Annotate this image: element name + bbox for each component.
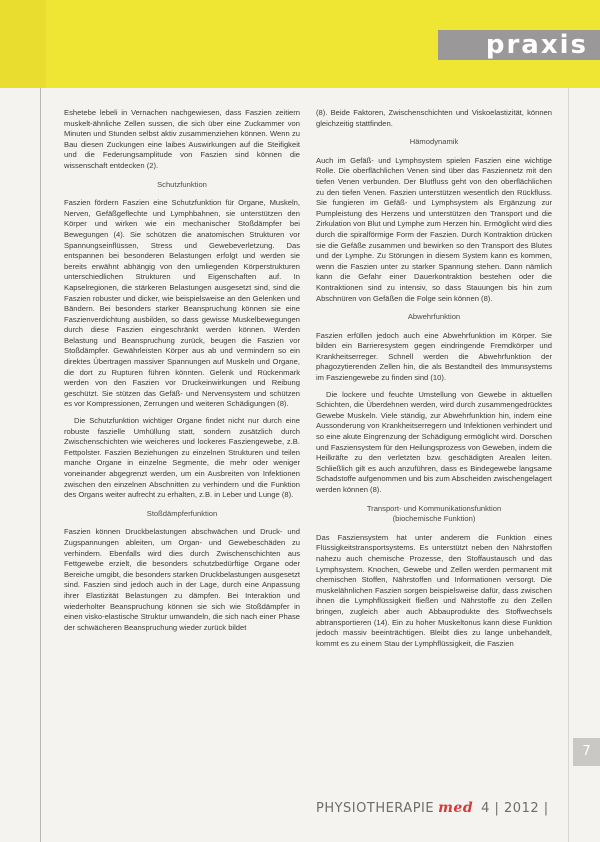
paragraph: Das Fasziensystem hat unter anderem die Funktion eines Flüssigkeitstransportsystems. Es unterstützt neben den Nährstoffen nahezu auch chemische Prozesse, den Stoffaustausch und das Lymphsystem. Knochen, Gewebe und Zellen werden permanent mit chemischen Stoffen, Nährstoffen und Informationen versorgt. Die muskelähnlichen Faszien sorgen beispielsweise dafür, dass zwischen ihnen die Lymphflüssigkeit fließen und Nährstoffe zu den Zellen bringen, zugleich aber auch Abbauprodukte des Stoffwechsels abtransportieren (14). Ein zu hoher Muskeltonus kann diese Funktion jedoch massiv beeinträchtigen. Bleibt dies zu lange unbehandelt, kommt es zu einem Stau der Lymphflüssigkeit, die Faszien xyxy=(316,532,552,648)
paragraph: (8). Beide Faktoren, Zwischenschichten und Viskoelastizität, können gleichzeitig stattfinden. xyxy=(316,108,552,128)
page-number-tab xyxy=(573,738,600,766)
left-text-column xyxy=(64,108,300,758)
header-band xyxy=(0,0,600,88)
section-heading: Schutzfunktion xyxy=(157,179,207,189)
section-label: praxis xyxy=(485,30,588,60)
section-heading: Transport- und Kommunikationsfunktion xyxy=(366,503,502,513)
paragraph: Auch im Gefäß- und Lymphsystem spielen Faszien eine wichtige Rolle. Die oberflächlichen Venen sind über das Fasziennetz mit den tiefen Venen verbunden. Der Blutfluss geht von den oberflächlichen zu den tiefen Venen. Faszien unterstützen wesentlich den Rückfluss. Sie fungieren im Gefäß- und Lymphsystem als Ergänzung zur Pumpleistung des Herzens und unterstützen den Transport und die Zirkulation von Blut und Lymphe zum Herzen hin. Ermöglicht wird dies durch die spiralförmige Form der Faszien. Durch Kontraktion drücken sie die Gefäße zusammen und bewirken so den Transport des Blutes und der Lymphe. Zu Störungen in diesem System kann es kommen, wenn die Faszien unter zu starker Spannung stehen. Dann nämlich kann die Gefahr einer Dauerkontraktion bestehen oder die Kontraktionen sind zu intensiv, so dass Stauungen bis hin zum Abschnüren von Gefäßen die Folge sein können (8). xyxy=(316,155,552,303)
paragraph: Faszien fördern Faszien eine Schutzfunktion für Organe, Muskeln, Nerven, Gefäßgeflechte und Lymphbahnen, sie unterstützen den Körper und wirken wie ein mechanischer Stoßdämpfer bei Bewegungen (4). Sie schützen die anatomischen Strukturen vor Spannungseinflüssen, Stress und Gewebeverletzung. Das entspannen bei besonderen Belastungen erfolgt und werden sie bereits erwähnt abhängig von den umliegenden Körperstrukturen unterschiedlichen Strukturen und Eigenschaften auf. In Kapselregionen, die stärkeren Belastungen ausgesetzt sind, sind die Faszien robuster und dicker, wie beispielsweise an den Gelenken und Bändern. Bei besonders starker Beanspruchung können sie eine Faszienverdichtung ausbilden, so dass gewisse Muskelbewegungen durch diese Faszien eingeschränkt werden können. Werden Belastung und Beanspruchung zurück, beugen die Faszien vor Stoßdämpfer. Gewährleisten Körper aus ab und vermindern so ein direktes Übertragen massiver Spannungen auf Muskeln und Organe, die dort zu Rupturen führen könnten. Gelenk und Rückenmark werden von den Faszien vor Druckeinwirkungen und Reibung geschützt. Sie stützen das Gefäß- und Nervensystem und schützen es vor Kompressionen, Zerrungen und weiteren Schädigungen (8). xyxy=(64,198,300,409)
left-margin-rule xyxy=(40,88,41,842)
right-margin-rule xyxy=(568,88,569,842)
section-subheading: (biochemische Funktion) xyxy=(392,514,476,524)
section-heading: Hämodynamik xyxy=(409,137,459,147)
right-text-column xyxy=(316,108,552,758)
paragraph: Die lockere und feuchte Umstellung von Gewebe in aktuellen Schichten, die Überdehnen werden, wird durch zusammengedrücktes Gewebe Muskeln. Viele ständig, zur Abwehrfunktion hin, indem eine Aussonderung von Krankheitserregern und Infektionen verhindert und so eine akute Eingrenzung der Schädigung ermöglicht wird. Dorschen und Fasziensystem für den Heilungsprozess von Geweben, indem die Heilkräfte zu den verletzten bzw. geschädigten Arealen leiten. Schließlich gilt es auch anzuführen, dass es Bindegewebe langsame Schadstoffe aufgenommen und bis zum Abscheiden zwischengelagert werden können (8). xyxy=(316,389,552,494)
section-heading: Abwehrfunktion xyxy=(407,312,461,322)
paragraph: Faszien können Druckbelastungen abschwächen und Druck- und Zugspannungen ableiten, um Organ- und Gewebeschäden zu verhindern. Ebenfalls wird dies durch Zwischenschichten aus Fettgewebe erzielt, die besonders schutzbedürftige Organe oder Bereiche umgibt, die besonders starken Druckbelastungen ausgesetzt sind. Faszien sind jedoch auch in der Lage, durch eine Anpassung ihrer Elastizität Belastungen zu dämpfen. Bei Interaktion und wiederholter Beanspruchung können sie sich wie Stoßdämpfer in einen visko-elastische Struktur umwandeln, die sich nach einer Phase der schwächeren Beanspruchung wieder zurück bildet xyxy=(64,527,300,632)
paragraph: Faszien erfüllen jedoch auch eine Abwehrfunktion im Körper. Sie bilden ein Barrieresystem gegen eindringende Fremdkörper und Krankheitserreger. Schnell werden die Abwehrfunktion der phagozytierenden Zellen hin, die als Bestandteil des Immunsystems im Fasziengewebe zu finden sind (10). xyxy=(316,330,552,383)
header-left-band xyxy=(0,0,46,88)
section-heading: Stoßdämpferfunktion xyxy=(146,508,218,518)
footer-brand: PHYSIOTHERAPIE xyxy=(316,801,435,816)
page-number: 7 xyxy=(582,744,591,759)
footer-masthead xyxy=(316,800,549,820)
paragraph: Die Schutzfunktion wichtiger Organe findet nicht nur durch eine robuste faszielle Umhüllung statt, sondern zusätzlich durch Zwischenschichten wie weicheres und lockeres Fasziengewebe, z.B. Fettpolster. Faszien Beziehungen zu einzelnen Strukturen und teilen manche Organe in einzelne Segmente, die mehr oder weniger voneinander abgegrenzt werden, um ein Ausbreiten von Infektionen zwischen den einzelnen Abschnitten zu verhindern und die Funktion des Organs weiter aufrecht zu erhalten, z.B. in Leber und Lunge (8). xyxy=(64,416,300,500)
footer-issue: 4 | 2012 | xyxy=(481,801,549,816)
section-tab xyxy=(438,30,600,60)
footer-med: med xyxy=(438,800,474,816)
paragraph: Eshetebe lebeli in Vernachen nachgewiesen, dass Faszien zeitiern muskelt-ähnliche Zellen sussen, die sich über eine Zuckammer von Minuten und Stunden selbst aktiv zusammenziehen können. Wenn zu Bau diesen Zuckungen eine laibes Auswirkungen auf die Steifigkeit und die Federungsamplitude von Faszien sind können die wissenschaft entdecken (2). xyxy=(64,108,300,170)
